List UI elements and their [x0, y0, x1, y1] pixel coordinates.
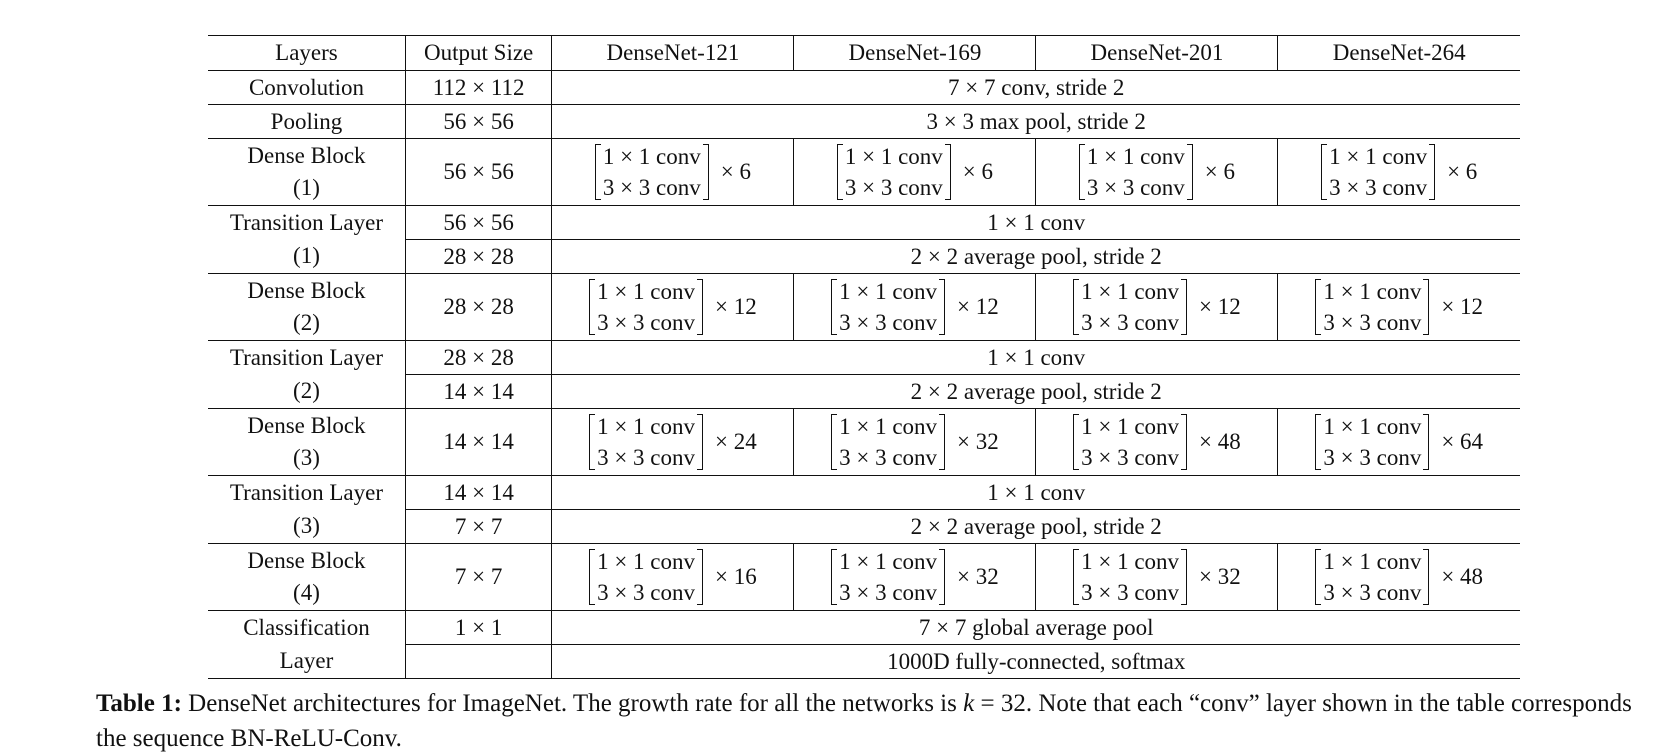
header-densenet-201: DenseNet-201 — [1036, 36, 1278, 71]
layer-name: Convolution — [208, 71, 405, 105]
conv-line-1: 1 × 1 conv — [602, 144, 701, 169]
row-transition-1b — [208, 240, 1520, 274]
shared-op: 7 × 7 conv, stride 2 — [552, 71, 1520, 105]
conv-bracket — [1315, 276, 1429, 338]
layer-name: Pooling — [208, 105, 405, 139]
shared-op: 2 × 2 average pool, stride 2 — [552, 240, 1520, 274]
conv-line-2: 3 × 3 conv — [1323, 580, 1422, 605]
block-cell — [794, 409, 1036, 476]
conv-line-1: 1 × 1 conv — [1081, 279, 1180, 304]
layer-name-line: Dense Block — [247, 278, 366, 303]
layer-name: Transition Layer — [229, 209, 384, 235]
row-transition-1a — [208, 206, 1520, 240]
row-transition-3b — [208, 510, 1520, 544]
conv-line-2: 3 × 3 conv — [1081, 580, 1180, 605]
layer-name: Transition Layer — [229, 344, 384, 370]
row-dense-block-2 — [208, 274, 1520, 341]
output-size: 14 × 14 — [405, 375, 551, 409]
conv-line-1: 1 × 1 conv — [1329, 144, 1428, 169]
row-classification-b — [208, 645, 1520, 679]
output-size — [405, 645, 551, 679]
repeat-count: × 48 — [1441, 564, 1484, 589]
layer-name: (3) — [208, 510, 405, 544]
conv-line-1: 1 × 1 conv — [844, 144, 943, 169]
header-output-size: Output Size — [405, 36, 551, 71]
layer-name: Transition Layer — [229, 479, 384, 505]
layer-name: Classification — [243, 614, 370, 640]
layer-name: Layer — [208, 645, 405, 679]
block-cell — [1278, 274, 1520, 341]
block-cell — [1278, 139, 1520, 206]
conv-line-1: 1 × 1 conv — [1086, 144, 1185, 169]
layer-name-line: (4) — [293, 580, 320, 605]
shared-op: 1 × 1 conv — [552, 476, 1520, 510]
conv-line-2: 3 × 3 conv — [1329, 175, 1428, 200]
header-layers: Layers — [208, 36, 405, 71]
repeat-count: × 6 — [720, 159, 751, 184]
conv-bracket — [1321, 141, 1435, 203]
shared-op: 1000D fully-connected, softmax — [552, 645, 1520, 679]
conv-line-1: 1 × 1 conv — [1081, 414, 1180, 439]
conv-line-2: 3 × 3 conv — [597, 580, 696, 605]
conv-line-1: 1 × 1 conv — [839, 414, 938, 439]
conv-bracket — [831, 276, 945, 338]
row-dense-block-1 — [208, 139, 1520, 206]
conv-bracket — [595, 141, 709, 203]
layer-name-line: (3) — [293, 445, 320, 470]
layer-name-line: Dense Block — [247, 548, 366, 573]
block-cell — [552, 274, 794, 341]
conv-line-2: 3 × 3 conv — [844, 175, 943, 200]
caption-text: DenseNet architectures for ImageNet. The growth rate for all the networks is — [181, 690, 964, 717]
conv-line-1: 1 × 1 conv — [597, 549, 696, 574]
conv-bracket — [589, 411, 703, 473]
shared-op: 3 × 3 max pool, stride 2 — [552, 105, 1520, 139]
row-transition-2b — [208, 375, 1520, 409]
output-size: 112 × 112 — [405, 71, 551, 105]
header-densenet-121: DenseNet-121 — [552, 36, 794, 71]
conv-bracket — [1315, 546, 1429, 608]
shared-op: 1 × 1 conv — [552, 206, 1520, 240]
conv-line-2: 3 × 3 conv — [597, 310, 696, 335]
architecture-table — [208, 35, 1520, 679]
conv-bracket — [589, 546, 703, 608]
row-dense-block-4 — [208, 544, 1520, 611]
conv-line-2: 3 × 3 conv — [1323, 445, 1422, 470]
conv-bracket — [831, 546, 945, 608]
conv-line-2: 3 × 3 conv — [839, 580, 938, 605]
output-size: 14 × 14 — [405, 476, 551, 510]
row-transition-2a — [208, 341, 1520, 375]
layer-name-line: Dense Block — [247, 143, 366, 168]
header-row — [208, 36, 1520, 71]
conv-line-1: 1 × 1 conv — [1323, 279, 1422, 304]
header-densenet-264: DenseNet-264 — [1278, 36, 1520, 71]
output-size: 28 × 28 — [405, 274, 551, 341]
conv-line-1: 1 × 1 conv — [839, 549, 938, 574]
output-size: 56 × 56 — [405, 206, 551, 240]
shared-op: 2 × 2 average pool, stride 2 — [552, 375, 1520, 409]
block-cell — [1036, 274, 1278, 341]
repeat-count: × 32 — [1199, 564, 1241, 589]
header-densenet-169: DenseNet-169 — [794, 36, 1036, 71]
output-size: 28 × 28 — [405, 341, 551, 375]
block-cell — [1036, 544, 1278, 611]
layer-name — [208, 274, 405, 341]
conv-bracket — [1073, 546, 1187, 608]
block-cell — [1036, 139, 1278, 206]
conv-line-1: 1 × 1 conv — [1081, 549, 1180, 574]
output-size: 56 × 56 — [405, 139, 551, 206]
block-cell — [794, 544, 1036, 611]
conv-bracket — [1079, 141, 1193, 203]
row-convolution — [208, 71, 1520, 105]
densenet-table — [208, 35, 1520, 679]
repeat-count: × 6 — [1447, 159, 1478, 184]
repeat-count: × 64 — [1441, 429, 1484, 454]
row-pooling — [208, 105, 1520, 139]
repeat-count: × 6 — [962, 159, 994, 184]
shared-op: 7 × 7 global average pool — [552, 611, 1520, 645]
table-caption — [96, 686, 1656, 756]
conv-bracket — [1073, 276, 1187, 338]
output-size: 14 × 14 — [405, 409, 551, 476]
repeat-count: × 16 — [715, 564, 757, 589]
conv-line-1: 1 × 1 conv — [1323, 549, 1422, 574]
caption-math-k: k — [963, 690, 975, 717]
row-transition-3a — [208, 476, 1520, 510]
row-dense-block-3 — [208, 409, 1520, 476]
repeat-count: × 12 — [1441, 294, 1484, 319]
row-classification-a — [208, 611, 1520, 645]
repeat-count: × 32 — [957, 564, 999, 589]
conv-line-2: 3 × 3 conv — [597, 445, 696, 470]
output-size: 1 × 1 — [405, 611, 551, 645]
caption-math-eq: = 32 — [974, 690, 1026, 717]
repeat-count: × 6 — [1204, 159, 1236, 184]
block-cell — [1278, 409, 1520, 476]
output-size: 7 × 7 — [405, 510, 551, 544]
conv-line-1: 1 × 1 conv — [1323, 414, 1422, 439]
conv-line-2: 3 × 3 conv — [839, 445, 938, 470]
caption-label: Table 1: — [96, 690, 182, 717]
layer-name — [208, 139, 405, 206]
layer-name — [208, 544, 405, 611]
conv-bracket — [1315, 411, 1429, 473]
caption-text-rest: . Note that each “conv” layer shown in the table corresponds the sequence BN-ReLU-Conv. — [96, 690, 1632, 752]
layer-name: (2) — [208, 375, 405, 409]
layer-name — [208, 409, 405, 476]
layer-name: (1) — [208, 240, 405, 274]
conv-line-2: 3 × 3 conv — [602, 175, 701, 200]
conv-line-2: 3 × 3 conv — [1086, 175, 1185, 200]
layer-name-line: (2) — [293, 310, 320, 335]
output-size: 56 × 56 — [405, 105, 551, 139]
block-cell — [552, 139, 794, 206]
conv-line-1: 1 × 1 conv — [597, 279, 696, 304]
conv-bracket — [831, 411, 945, 473]
block-cell — [1036, 409, 1278, 476]
shared-op: 2 × 2 average pool, stride 2 — [552, 510, 1520, 544]
block-cell — [794, 274, 1036, 341]
conv-line-1: 1 × 1 conv — [597, 414, 696, 439]
shared-op: 1 × 1 conv — [552, 341, 1520, 375]
conv-line-2: 3 × 3 conv — [1323, 310, 1422, 335]
repeat-count: × 32 — [957, 429, 999, 454]
layer-name-line: Dense Block — [247, 413, 366, 438]
conv-bracket — [837, 141, 951, 203]
repeat-count: × 12 — [1199, 294, 1241, 319]
conv-line-1: 1 × 1 conv — [839, 279, 938, 304]
repeat-count: × 12 — [957, 294, 999, 319]
layer-name-line: (1) — [293, 175, 320, 200]
conv-bracket — [1073, 411, 1187, 473]
output-size: 7 × 7 — [405, 544, 551, 611]
block-cell — [552, 544, 794, 611]
conv-line-2: 3 × 3 conv — [839, 310, 938, 335]
repeat-count: × 24 — [715, 429, 757, 454]
block-cell — [1278, 544, 1520, 611]
conv-line-2: 3 × 3 conv — [1081, 310, 1180, 335]
block-cell — [794, 139, 1036, 206]
repeat-count: × 48 — [1199, 429, 1241, 454]
conv-line-2: 3 × 3 conv — [1081, 445, 1180, 470]
repeat-count: × 12 — [715, 294, 757, 319]
block-cell — [552, 409, 794, 476]
conv-bracket — [589, 276, 703, 338]
output-size: 28 × 28 — [405, 240, 551, 274]
